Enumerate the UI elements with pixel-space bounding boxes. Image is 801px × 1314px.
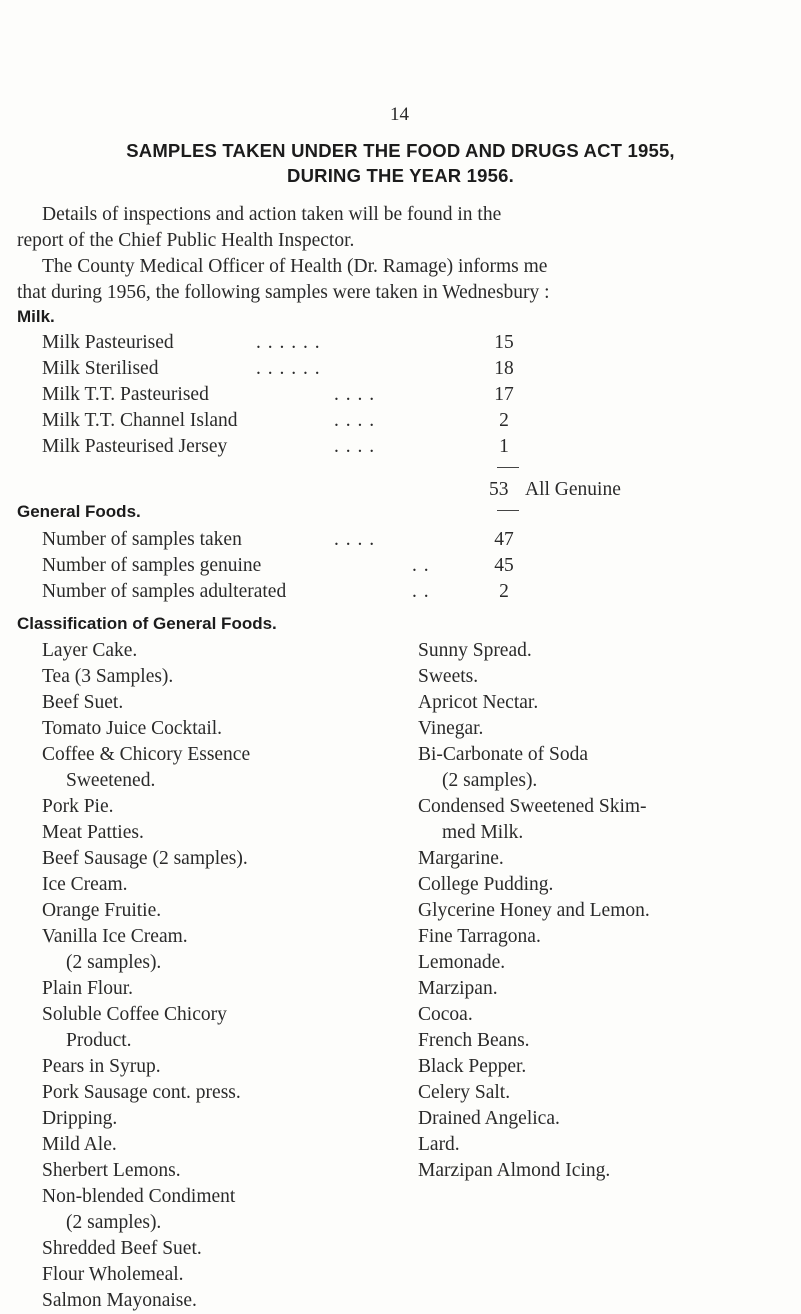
food-item: Sweetened. bbox=[66, 770, 156, 791]
food-item: French Beans. bbox=[418, 1030, 530, 1051]
food-item: Margarine. bbox=[418, 848, 504, 869]
food-item: Mild Ale. bbox=[42, 1134, 117, 1155]
leader-dots: . . . . bbox=[334, 436, 376, 457]
page-number: 14 bbox=[390, 104, 409, 125]
milk-row-label: Milk T.T. Pasteurised bbox=[42, 384, 209, 405]
food-item: Layer Cake. bbox=[42, 640, 138, 661]
food-item: Cocoa. bbox=[418, 1004, 473, 1025]
food-item: Beef Suet. bbox=[42, 692, 124, 713]
food-item: Dripping. bbox=[42, 1108, 118, 1129]
food-item: Marzipan Almond Icing. bbox=[418, 1160, 611, 1181]
milk-row-label: Milk T.T. Channel Island bbox=[42, 410, 238, 431]
food-item: Non-blended Condiment bbox=[42, 1186, 236, 1207]
food-item: Fine Tarragona. bbox=[418, 926, 541, 947]
document-title-line-2: DURING THE YEAR 1956. bbox=[287, 165, 514, 186]
intro-paragraph-1-line-1: Details of inspections and action taken will be found in the bbox=[42, 204, 502, 225]
general-row-value: 47 bbox=[494, 529, 514, 550]
food-item: (2 samples). bbox=[66, 1212, 162, 1233]
food-item: Flour Wholemeal. bbox=[42, 1264, 184, 1285]
food-item: Black Pepper. bbox=[418, 1056, 527, 1077]
leader-dots: . . bbox=[412, 555, 430, 576]
milk-row-label: Milk Pasteurised Jersey bbox=[42, 436, 228, 457]
food-item: Tea (3 Samples). bbox=[42, 666, 174, 687]
milk-heading: Milk. bbox=[17, 307, 55, 326]
food-item: Condensed Sweetened Skim- bbox=[418, 796, 647, 817]
food-item: (2 samples). bbox=[66, 952, 162, 973]
food-item: Product. bbox=[66, 1030, 132, 1051]
classification-list-right bbox=[418, 638, 650, 1184]
food-item: College Pudding. bbox=[418, 874, 554, 895]
food-item: Marzipan. bbox=[418, 978, 498, 999]
general-row-value: 2 bbox=[499, 581, 509, 602]
intro-paragraph-2-line-2: that during 1956, the following samples were taken in Wednesbury : bbox=[17, 282, 550, 303]
classification-heading: Classification of General Foods. bbox=[17, 614, 277, 633]
leader-dots: . . . . bbox=[334, 410, 376, 431]
food-item: Coffee & Chicory Essence bbox=[42, 744, 251, 765]
leader-dots: . . . . . . bbox=[256, 358, 321, 379]
food-item: (2 samples). bbox=[442, 770, 538, 791]
food-item: Beef Sausage (2 samples). bbox=[42, 848, 248, 869]
intro-paragraph-1-line-2: report of the Chief Public Health Inspector. bbox=[17, 230, 355, 251]
food-item: Apricot Nectar. bbox=[418, 692, 539, 713]
food-item: Sweets. bbox=[418, 666, 479, 687]
food-item: Pork Pie. bbox=[42, 796, 114, 817]
food-item: Tomato Juice Cocktail. bbox=[42, 718, 223, 739]
food-item: Orange Fruitie. bbox=[42, 900, 162, 921]
milk-row-value: 2 bbox=[499, 410, 509, 431]
food-item: Vanilla Ice Cream. bbox=[42, 926, 188, 947]
leader-dots: . . . . bbox=[334, 529, 376, 550]
milk-row-value: 1 bbox=[499, 436, 509, 457]
food-item: Plain Flour. bbox=[42, 978, 134, 999]
total-rule bbox=[497, 510, 519, 511]
classification-list-left bbox=[42, 638, 250, 1314]
leader-dots: . . . . bbox=[334, 384, 376, 405]
milk-row-label: Milk Sterilised bbox=[42, 358, 159, 379]
general-row-label: Number of samples adulterated bbox=[42, 581, 287, 602]
milk-total-note: All Genuine bbox=[525, 479, 621, 500]
food-item: Celery Salt. bbox=[418, 1082, 511, 1103]
food-item: Pears in Syrup. bbox=[42, 1056, 161, 1077]
general-row-label: Number of samples genuine bbox=[42, 555, 262, 576]
food-item: Drained Angelica. bbox=[418, 1108, 560, 1129]
document-title-line-1: SAMPLES TAKEN UNDER THE FOOD AND DRUGS ACT 1955, bbox=[126, 140, 675, 161]
milk-row-value: 18 bbox=[494, 358, 514, 379]
food-item: med Milk. bbox=[442, 822, 524, 843]
food-item: Sunny Spread. bbox=[418, 640, 532, 661]
general-row-label: Number of samples taken bbox=[42, 529, 242, 550]
food-item: Shredded Beef Suet. bbox=[42, 1238, 202, 1259]
leader-dots: . . bbox=[412, 581, 430, 602]
leader-dots: . . . . . . bbox=[256, 332, 321, 353]
food-item: Ice Cream. bbox=[42, 874, 128, 895]
general-foods-heading: General Foods. bbox=[17, 502, 141, 521]
intro-paragraph-2-line-1: The County Medical Officer of Health (Dr. Ramage) informs me bbox=[42, 256, 548, 277]
food-item: Meat Patties. bbox=[42, 822, 144, 843]
food-item: Vinegar. bbox=[418, 718, 484, 739]
general-row-value: 45 bbox=[494, 555, 514, 576]
food-item: Pork Sausage cont. press. bbox=[42, 1082, 241, 1103]
total-rule bbox=[497, 467, 519, 468]
food-item: Sherbert Lemons. bbox=[42, 1160, 181, 1181]
food-item: Soluble Coffee Chicory bbox=[42, 1004, 227, 1025]
food-item: Lemonade. bbox=[418, 952, 506, 973]
food-item: Salmon Mayonaise. bbox=[42, 1290, 197, 1311]
milk-row-value: 17 bbox=[494, 384, 514, 405]
food-item: Glycerine Honey and Lemon. bbox=[418, 900, 650, 921]
milk-total-value: 53 bbox=[489, 479, 509, 500]
milk-row-value: 15 bbox=[494, 332, 514, 353]
food-item: Bi-Carbonate of Soda bbox=[418, 744, 589, 765]
food-item: Lard. bbox=[418, 1134, 460, 1155]
milk-row-label: Milk Pasteurised bbox=[42, 332, 174, 353]
